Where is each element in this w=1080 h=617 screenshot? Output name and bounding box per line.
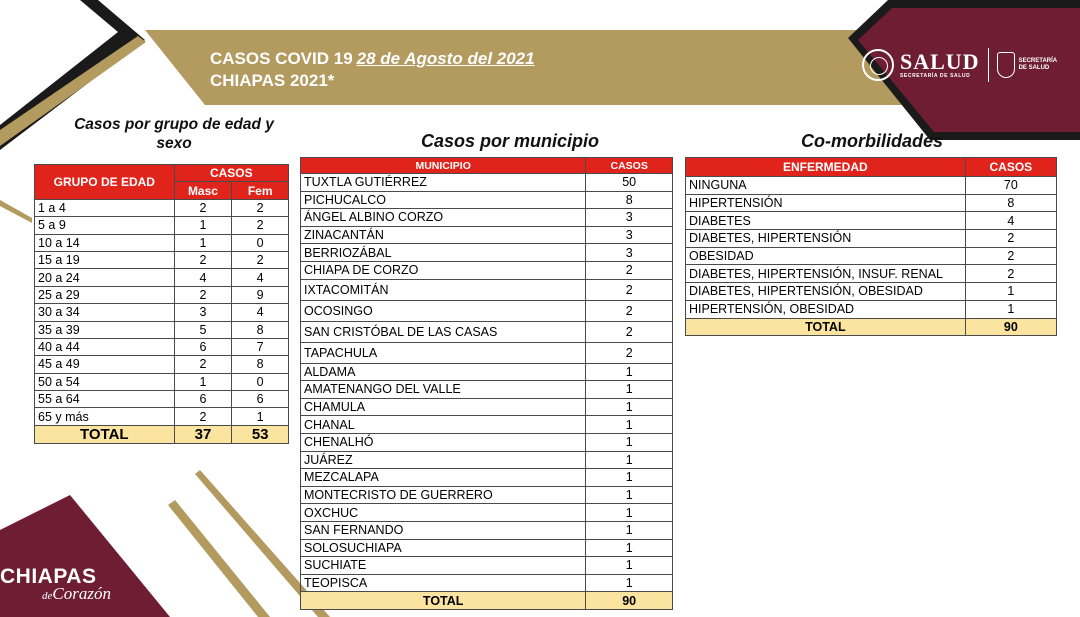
logo-divider [988,48,989,82]
municipio-name-cell: MONTECRISTO DE GUERRERO [301,486,586,504]
masc-cases-cell: 2 [174,251,232,268]
salud-wordmark: SALUD [900,49,980,74]
secretaria-text [1019,58,1058,72]
fem-cases-cell: 4 [232,269,289,286]
municipio-name-cell: OCOSINGO [301,300,586,321]
age-group-cell: 65 y más [35,408,175,425]
fem-cases-cell: 8 [232,321,289,338]
municipio-row [301,521,673,539]
age-row [35,269,289,286]
masc-cases-cell: 4 [174,269,232,286]
masc-cases-cell: 2 [174,356,232,373]
municipio-row [301,174,673,192]
col-header-age-group: GRUPO DE EDAD [35,165,175,200]
disease-name-cell: DIABETES, HIPERTENSIÓN, OBESIDAD [686,283,966,301]
municipio-cases-cell: 1 [586,363,673,381]
municipio-row [301,469,673,487]
municipio-row [301,557,673,575]
municipio-row [301,451,673,469]
age-total-label: TOTAL [35,425,175,443]
header-title [210,48,535,92]
municipio-cases-cell: 1 [586,574,673,592]
comorbidity-row [686,283,1057,301]
municipio-name-cell: TUXTLA GUTIÉRREZ [301,174,586,192]
age-group-cell: 35 a 39 [35,321,175,338]
age-group-cell: 30 a 34 [35,304,175,321]
municipio-name-cell: SAN CRISTÓBAL DE LAS CASAS [301,321,586,342]
age-group-cell: 1 a 4 [35,199,175,216]
municipio-name-cell: IXTACOMITÁN [301,279,586,300]
comorbidity-row [686,177,1057,195]
fem-cases-cell: 9 [232,286,289,303]
municipio-name-cell: SAN FERNANDO [301,521,586,539]
municipio-cases-cell: 50 [586,174,673,192]
municipio-row [301,226,673,244]
salud-logo [862,48,1057,82]
chiapas-wordmark: CHIAPAS [0,565,97,588]
age-row [35,286,289,303]
municipio-row [301,416,673,434]
col-header-disease: ENFERMEDAD [686,158,966,177]
comorbidity-row [686,247,1057,265]
municipio-cases-cell: 1 [586,539,673,557]
municipio-table-body [301,174,673,592]
fem-cases-cell: 2 [232,251,289,268]
comorbidity-table-body [686,177,1057,319]
bottom-gold-line-2 [168,500,270,617]
municipio-cases-cell: 3 [586,209,673,227]
disease-name-cell: HIPERTENSIÓN [686,194,966,212]
municipio-cases-cell: 3 [586,244,673,262]
fem-cases-cell: 2 [232,217,289,234]
municipio-cases-cell: 1 [586,398,673,416]
fem-cases-cell: 6 [232,391,289,408]
col-header-masc: Masc [174,182,232,199]
age-table [34,164,289,444]
municipio-cases-cell: 3 [586,226,673,244]
municipio-row [301,504,673,522]
masc-cases-cell: 2 [174,199,232,216]
header-date: 28 de Agosto del 2021 [356,49,535,68]
age-group-cell: 20 a 24 [35,269,175,286]
municipio-name-cell: TAPACHULA [301,342,586,363]
municipio-name-cell: JUÁREZ [301,451,586,469]
comorbidity-row [686,212,1057,230]
disease-name-cell: DIABETES, HIPERTENSIÓN, INSUF. RENAL [686,265,966,283]
chiapas-de: de [42,590,53,602]
age-group-cell: 5 a 9 [35,217,175,234]
municipio-total-cases: 90 [586,592,673,610]
age-group-cell: 45 a 49 [35,356,175,373]
bottom-gold-line-1 [0,200,32,223]
municipio-cases-cell: 1 [586,469,673,487]
col-header-municipio-cases: CASOS [586,158,673,174]
age-section-title [44,115,304,153]
age-row [35,234,289,251]
municipio-cases-cell: 2 [586,300,673,321]
fem-cases-cell: 8 [232,356,289,373]
municipio-row [301,574,673,592]
comorbidity-row [686,230,1057,248]
municipio-row [301,300,673,321]
age-title-line1: Casos por grupo de edad y [74,116,274,133]
municipio-name-cell: SOLOSUCHIAPA [301,539,586,557]
disease-cases-cell: 70 [965,177,1056,195]
age-group-cell: 10 a 14 [35,234,175,251]
municipio-name-cell: MEZCALAPA [301,469,586,487]
municipio-row [301,363,673,381]
fem-cases-cell: 0 [232,234,289,251]
secretaria-line1: SECRETARÍA [1018,58,1058,64]
municipio-row [301,486,673,504]
disease-name-cell: OBESIDAD [686,247,966,265]
masc-cases-cell: 2 [174,286,232,303]
col-header-municipio: MUNICIPIO [301,158,586,174]
fem-cases-cell: 7 [232,338,289,355]
municipio-row [301,342,673,363]
municipio-row [301,398,673,416]
comorbidity-section-title: Co-morbilidades [800,131,943,151]
comorbidity-total-label: TOTAL [686,318,966,336]
municipio-cases-cell: 1 [586,557,673,575]
municipio-name-cell: CHIAPA DE CORZO [301,261,586,279]
comorbidity-total-cases: 90 [965,318,1056,336]
age-row [35,408,289,425]
municipio-row [301,279,673,300]
municipio-row [301,381,673,399]
municipio-name-cell: OXCHUC [301,504,586,522]
disease-name-cell: DIABETES [686,212,966,230]
state-shield-icon [997,52,1015,78]
municipio-name-cell: TEOPISCA [301,574,586,592]
municipio-row [301,209,673,227]
disease-name-cell: HIPERTENSIÓN, OBESIDAD [686,300,966,318]
masc-cases-cell: 2 [174,408,232,425]
age-total-fem: 53 [232,425,289,443]
header-subtitle: CHIAPAS 2021* [210,71,335,90]
municipio-cases-cell: 1 [586,451,673,469]
chiapas-corazon: Corazón [52,584,111,603]
municipio-cases-cell: 2 [586,279,673,300]
comorbidity-row [686,300,1057,318]
salud-subtitle: SECRETARÍA DE SALUD [900,73,971,79]
disease-cases-cell: 2 [965,265,1056,283]
header-title-prefix: CASOS COVID 19 [210,49,353,68]
age-row [35,321,289,338]
age-total-masc: 37 [174,425,232,443]
chiapas-brand-logo [0,566,111,604]
age-group-cell: 25 a 29 [35,286,175,303]
col-header-disease-cases: CASOS [965,158,1056,177]
age-group-cell: 15 a 19 [35,251,175,268]
comorbidity-row [686,265,1057,283]
municipio-cases-cell: 2 [586,261,673,279]
municipio-table [300,157,673,610]
fem-cases-cell: 1 [232,408,289,425]
municipio-row [301,261,673,279]
secretaria-line2: DE SALUD [1018,65,1050,71]
comorbidity-table [685,157,1057,336]
municipio-total-row [301,592,673,610]
municipio-section-title: Casos por municipio [420,131,600,151]
disease-cases-cell: 2 [965,230,1056,248]
municipio-cases-cell: 1 [586,381,673,399]
municipio-row [301,539,673,557]
age-row [35,304,289,321]
municipio-row [301,191,673,209]
municipio-name-cell: AMATENANGO DEL VALLE [301,381,586,399]
municipio-row [301,244,673,262]
municipio-row [301,433,673,451]
age-row [35,338,289,355]
col-header-cases: CASOS [174,165,288,182]
municipio-name-cell: SUCHIATE [301,557,586,575]
masc-cases-cell: 5 [174,321,232,338]
masc-cases-cell: 1 [174,234,232,251]
age-total-row [35,425,289,443]
secretaria-logo [997,52,1058,78]
national-seal-icon [862,49,894,81]
age-row [35,217,289,234]
municipio-cases-cell: 1 [586,433,673,451]
municipio-cases-cell: 2 [586,342,673,363]
masc-cases-cell: 3 [174,304,232,321]
age-row [35,251,289,268]
fem-cases-cell: 0 [232,373,289,390]
fem-cases-cell: 4 [232,304,289,321]
municipio-cases-cell: 1 [586,486,673,504]
salud-text [900,51,980,79]
municipio-cases-cell: 8 [586,191,673,209]
age-row [35,373,289,390]
comorbidity-row [686,194,1057,212]
municipio-name-cell: BERRIOZÁBAL [301,244,586,262]
municipio-name-cell: CHENALHÓ [301,433,586,451]
municipio-name-cell: CHANAL [301,416,586,434]
age-group-cell: 55 a 64 [35,391,175,408]
disease-cases-cell: 2 [965,247,1056,265]
masc-cases-cell: 1 [174,217,232,234]
age-group-cell: 40 a 44 [35,338,175,355]
age-row [35,199,289,216]
municipio-total-label: TOTAL [301,592,586,610]
masc-cases-cell: 1 [174,373,232,390]
municipio-name-cell: ZINACANTÁN [301,226,586,244]
chiapas-tagline [42,584,111,604]
disease-cases-cell: 1 [965,283,1056,301]
disease-cases-cell: 1 [965,300,1056,318]
fem-cases-cell: 2 [232,199,289,216]
municipio-row [301,321,673,342]
municipio-cases-cell: 2 [586,321,673,342]
comorbidity-total-row [686,318,1057,336]
col-header-fem: Fem [232,182,289,199]
municipio-name-cell: ALDAMA [301,363,586,381]
municipio-cases-cell: 1 [586,416,673,434]
municipio-cases-cell: 1 [586,504,673,522]
municipio-name-cell: PICHUCALCO [301,191,586,209]
disease-name-cell: NINGUNA [686,177,966,195]
municipio-name-cell: CHAMULA [301,398,586,416]
disease-cases-cell: 8 [965,194,1056,212]
age-group-cell: 50 a 54 [35,373,175,390]
age-row [35,356,289,373]
age-table-body [35,199,289,425]
municipio-name-cell: ÁNGEL ALBINO CORZO [301,209,586,227]
municipio-cases-cell: 1 [586,521,673,539]
disease-cases-cell: 4 [965,212,1056,230]
masc-cases-cell: 6 [174,338,232,355]
age-row [35,391,289,408]
age-title-line2: sexo [156,135,192,152]
disease-name-cell: DIABETES, HIPERTENSIÓN [686,230,966,248]
masc-cases-cell: 6 [174,391,232,408]
